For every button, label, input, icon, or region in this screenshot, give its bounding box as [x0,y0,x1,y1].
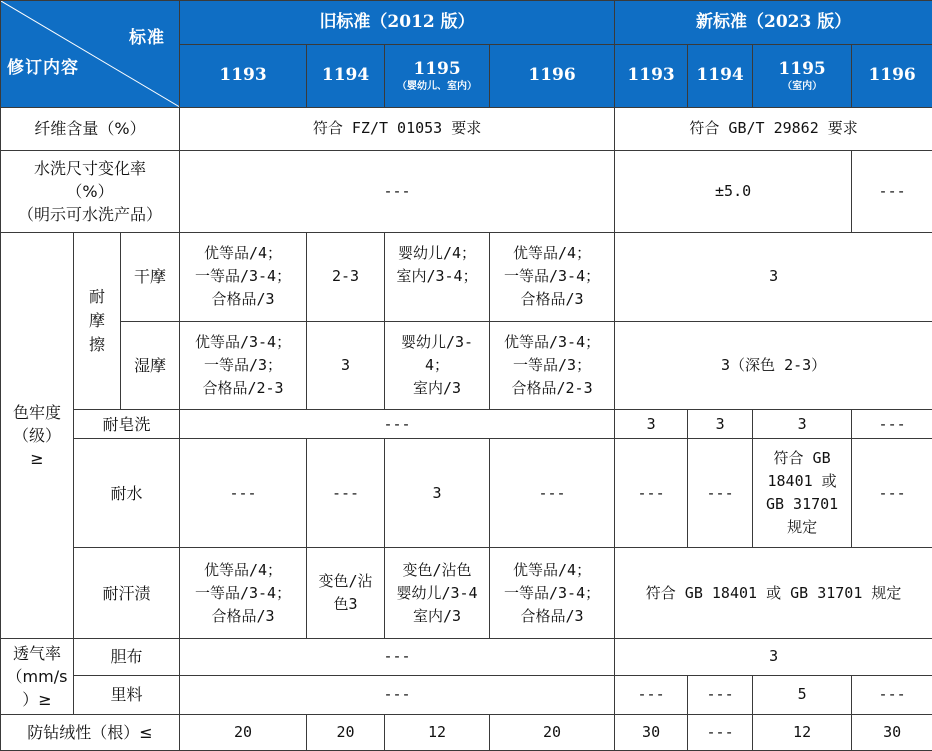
row-dry-rubbing [1,233,932,321]
down-proof-new-1196: 30 [852,714,932,750]
row-water [1,439,932,548]
soap-label: 耐皂洗 [74,410,180,439]
air-lining-label: 里料 [74,675,180,714]
colorfast-label-line1: 色牢度 [12,403,61,423]
sweat-old-1193-line2: 一等品/3-4； [194,583,292,602]
dry-old-1193-line1: 优等品/4； [204,244,283,263]
dry-old-1196-line2: 一等品/3-4； [503,267,601,286]
wet-old-1196-line2: 一等品/3； [513,355,592,374]
sweat-old-1194 [307,547,385,638]
water-new-1193: --- [615,439,688,548]
wet-old-1195 [385,321,490,409]
sweat-old-1196-line2: 一等品/3-4； [503,583,601,602]
wet-old-1196 [490,321,615,409]
water-new-1195-line1: 符合 GB [773,449,831,468]
old-col-1194: 1194 [307,45,385,107]
sweat-old-1196 [490,547,615,638]
water-new-1195 [753,439,852,548]
air-ticking-new: 3 [615,639,932,675]
dry-old-1195 [385,233,490,321]
sweat-old-1194-line1: 变色/沾 [318,572,373,591]
down-proof-old-1193: 20 [180,714,307,750]
rubbing-label-text: 耐摩擦 [88,287,105,355]
row-wash-dimension [1,150,932,232]
dry-old-1193-line2: 一等品/3-4； [194,267,292,286]
new-col-1195-subtitle: （室内） [782,81,823,93]
sweat-old-1195 [385,547,490,638]
header-row-1 [1,1,932,45]
old-col-1195 [385,45,490,107]
dry-rub-label: 干摩 [121,233,180,321]
down-proof-new-1194: --- [688,714,753,750]
sweat-old-1195-line1: 变色/沾色 [402,560,472,579]
air-lining-new-1195: 5 [753,675,852,714]
down-proof-new-1193: 30 [615,714,688,750]
row-soap-washing [1,410,932,439]
air-lining-old: --- [180,675,615,714]
water-old-1194: --- [307,439,385,548]
air-lining-new-1193: --- [615,675,688,714]
sweat-old-1193-line3: 合格品/3 [211,606,275,625]
wet-old-1193-line3: 合格品/2-3 [202,378,284,397]
new-col-1193: 1193 [615,45,688,107]
air-label [1,639,74,714]
water-new-1195-line4: 规定 [787,518,818,537]
colorfast-label-line3: ≥ [30,449,44,469]
new-col-1195-number: 1195 [778,59,826,80]
wet-old-1196-line1: 优等品/3-4； [503,332,601,351]
air-label-line3: ）≥ [22,690,52,710]
sweat-old-1193 [180,547,307,638]
row-air-ticking [1,639,932,675]
soap-old-value: --- [180,410,615,439]
wet-old-1193 [180,321,307,409]
wet-old-1195-line1: 婴幼儿/3- [400,332,474,351]
corner-label-standard: 标准 [129,28,166,48]
air-ticking-old: --- [180,639,615,675]
new-col-1194: 1194 [688,45,753,107]
wet-old-1194: 3 [307,321,385,409]
dry-old-1196-line1: 优等品/4； [513,244,592,263]
wash-dim-label-line3: （明示可水洗产品） [18,205,163,224]
rubbing-label [74,233,121,410]
old-col-1193: 1193 [180,45,307,107]
colorfast-label [1,233,74,639]
header-corner-cell [1,1,180,108]
dry-old-1194: 2-3 [307,233,385,321]
sweat-old-1196-line3: 合格品/3 [520,606,584,625]
wash-dim-label-line1: 水洗尺寸变化率 [34,159,147,178]
new-col-1195 [753,45,852,107]
water-new-1195-line3: GB 31701 [765,495,839,514]
air-lining-new-1196: --- [852,675,932,714]
old-col-1195-number: 1195 [413,59,461,80]
old-col-1195-subtitle: （婴幼儿、室内） [397,81,478,93]
water-old-1196: --- [490,439,615,548]
wet-old-1193-line1: 优等品/3-4； [194,332,292,351]
wash-dim-label-line2: （%） [66,182,114,201]
down-proof-label: 防钻绒性（根）≤ [1,714,180,750]
down-proof-new-1195: 12 [753,714,852,750]
wash-dim-label [1,150,180,232]
sweat-label: 耐汗渍 [74,547,180,638]
row-fiber-content [1,107,932,150]
water-new-1196: --- [852,439,932,548]
dry-old-1195-line1: 婴幼儿/4； [398,244,477,263]
soap-new-1195: 3 [753,410,852,439]
water-old-1193: --- [180,439,307,548]
wash-dim-new-value: ±5.0 [615,150,852,232]
air-ticking-label: 胆布 [74,639,180,675]
air-lining-new-1194: --- [688,675,753,714]
dry-new-value: 3 [615,233,932,321]
water-old-1195: 3 [385,439,490,548]
row-down-proof [1,714,932,750]
wet-rub-label: 湿摩 [121,321,180,409]
corner-label-revision: 修订内容 [7,58,79,78]
sweat-new-value: 符合 GB 18401 或 GB 31701 规定 [615,547,932,638]
corner-diagonal-line [1,1,179,107]
dry-old-1196 [490,233,615,321]
water-new-1194: --- [688,439,753,548]
new-col-1196: 1196 [852,45,932,107]
wet-new-value: 3（深色 2-3） [615,321,932,409]
air-label-line1: 透气率 [12,644,61,664]
wet-old-1193-line2: 一等品/3； [204,355,283,374]
soap-new-1193: 3 [615,410,688,439]
air-label-line2: （mm/s [6,667,68,687]
soap-new-1194: 3 [688,410,753,439]
sweat-old-1195-line2: 婴幼儿/3-4 [396,583,478,602]
water-label: 耐水 [74,439,180,548]
fiber-new-value: 符合 GB/T 29862 要求 [615,107,932,150]
row-perspiration [1,547,932,638]
wet-old-1195-line2: 4； [425,355,450,374]
dry-old-1195-line2: 室内/3-4； [396,267,478,286]
fiber-label: 纤维含量（%） [1,107,180,150]
wet-old-1196-line3: 合格品/2-3 [511,378,593,397]
sweat-old-1193-line1: 优等品/4； [204,560,283,579]
water-new-1195-line2: 18401 或 [767,472,837,491]
sweat-old-1195-line3: 室内/3 [413,606,462,625]
colorfast-label-line2: （级） [12,426,61,446]
row-air-lining [1,675,932,714]
down-proof-old-1196: 20 [490,714,615,750]
wash-dim-new-1196: --- [852,150,932,232]
soap-new-1196: --- [852,410,932,439]
sweat-old-1194-line2: 色3 [333,595,358,614]
old-col-1196: 1196 [490,45,615,107]
fiber-old-value: 符合 FZ/T 01053 要求 [180,107,615,150]
down-proof-old-1195: 12 [385,714,490,750]
dry-old-1193-line3: 合格品/3 [211,290,275,309]
row-wet-rubbing [1,321,932,409]
sweat-old-1196-line1: 优等品/4； [513,560,592,579]
wet-old-1195-line3: 室内/3 [413,378,462,397]
old-standard-header: 旧标准（2012 版） [180,1,615,45]
dry-old-1193 [180,233,307,321]
wash-dim-old-value: --- [180,150,615,232]
dry-old-1196-line3: 合格品/3 [520,290,584,309]
new-standard-header: 新标准（2023 版） [615,1,932,45]
down-proof-old-1194: 20 [307,714,385,750]
